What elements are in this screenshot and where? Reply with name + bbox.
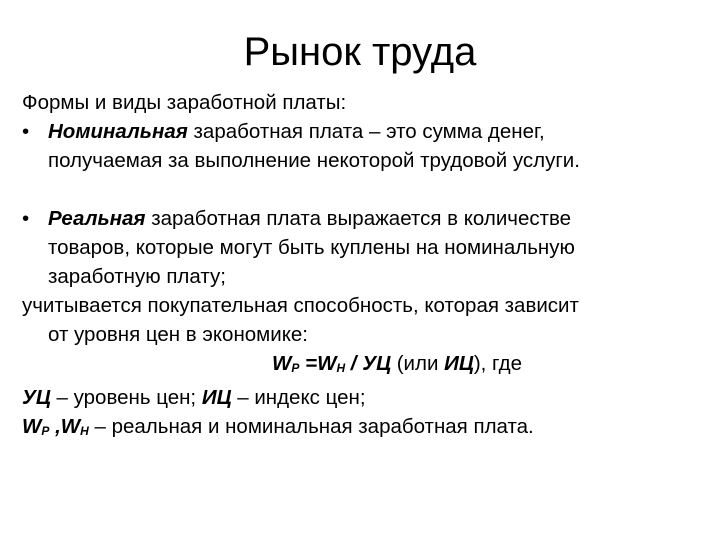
def-wp: $W_P$ $,W_H$ (22, 415, 89, 438)
bullet-icon: • (22, 207, 30, 230)
real-term: Реальная (48, 207, 146, 230)
bullet-real (22, 204, 712, 291)
definitions-line2 (22, 412, 712, 446)
bullet-icon: • (22, 120, 30, 143)
slide-title: Рынок труда (243, 30, 477, 74)
bullet-nominal (22, 117, 712, 175)
real-line1 (48, 204, 712, 233)
spacer (22, 175, 712, 204)
nominal-rest: заработная плата – это сумма денег, (187, 120, 545, 143)
intro-text: Формы и виды заработной платы: (22, 91, 347, 114)
definitions-line1: УЦ – уровень цен; ИЦ – индекс цен; (22, 386, 366, 409)
formula-wp: $W_P =W_H$ / УЦ (272, 352, 392, 375)
def-uc: УЦ (22, 386, 51, 409)
formula-paren-close: ), где (473, 352, 522, 375)
formula-ic: ИЦ (444, 352, 474, 375)
real-line3: заработную плату; (48, 265, 226, 288)
def-ic: ИЦ (201, 386, 232, 409)
slide-body (22, 88, 712, 446)
purchasing-line2: от уровня цен в экономике: (48, 323, 309, 346)
real-rest: заработная плата выражается в количестве (145, 207, 572, 230)
real-line2: товаров, которые могут быть куплены на номинальную (48, 236, 575, 259)
nominal-line2: получаемая за выполнение некоторой трудовой услуги. (48, 149, 580, 172)
formula-line (22, 349, 712, 383)
formula-paren-open: (или (391, 352, 445, 375)
nominal-term: Номинальная (48, 120, 188, 143)
def2-text: – реальная и номинальная заработная плата. (88, 415, 534, 438)
purchasing-line1: учитывается покупательная способность, которая зависит (22, 294, 579, 317)
nominal-line1 (48, 117, 712, 146)
